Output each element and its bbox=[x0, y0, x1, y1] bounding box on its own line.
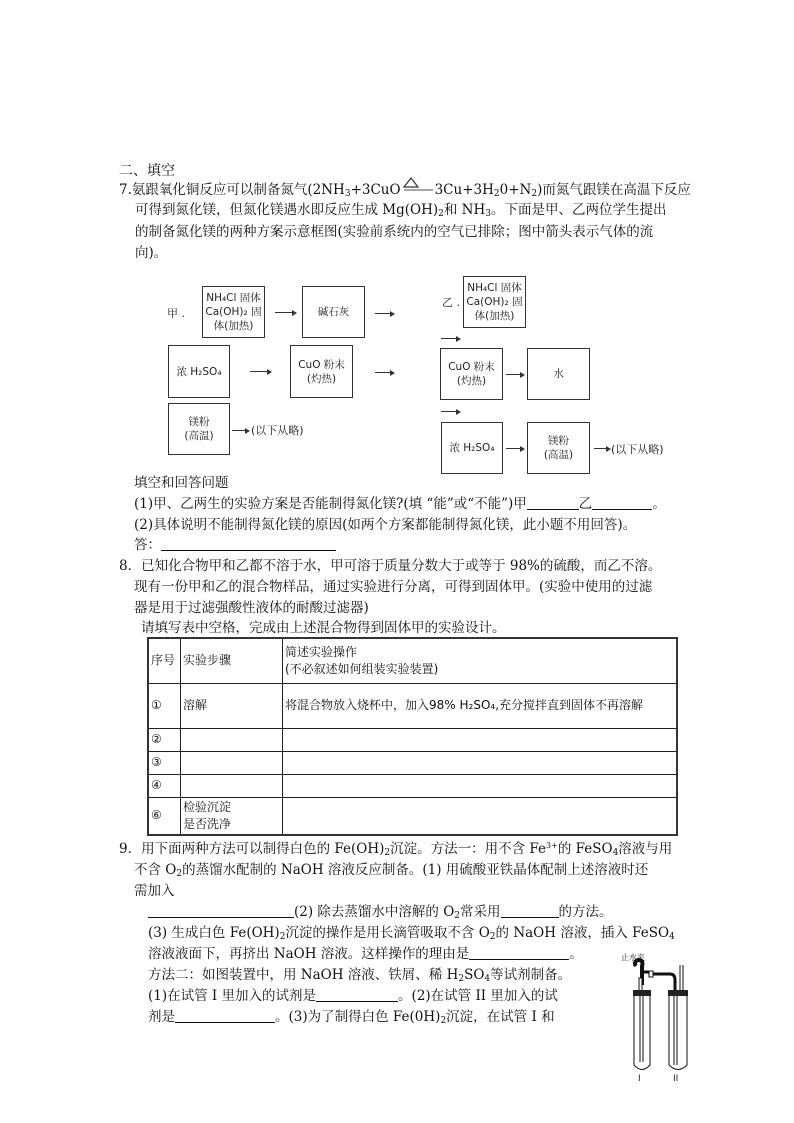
q9-line7: 方法二：如图装置中，用 NaOH 溶液、铁屑、稀 $H_2SO_4$等试剂制备。 bbox=[148, 967, 572, 984]
step-input-cell[interactable] bbox=[181, 728, 283, 751]
q7-question-1: (1)甲、乙两生的实验方案是否能制得氮化镁?(填 “能”或“不能”)甲 乙 。 bbox=[134, 496, 666, 512]
yi-omit-label: (以下从略) bbox=[611, 443, 664, 456]
arrow-icon bbox=[506, 448, 523, 449]
arrow-icon bbox=[441, 411, 459, 412]
header-no: 序号 bbox=[148, 638, 181, 683]
answer-blank-reason[interactable] bbox=[161, 536, 336, 551]
arrow-icon bbox=[441, 338, 459, 339]
operation-input-cell[interactable] bbox=[283, 728, 678, 751]
q8-line1: 8．已知化合物甲和乙都不溶于水，甲可溶于质量分数大于或等于 98%的硫酸，而乙不溶。 bbox=[119, 558, 662, 574]
table-row: ④ bbox=[148, 774, 677, 797]
arrow-icon bbox=[375, 372, 393, 373]
answer-blank-additive[interactable] bbox=[148, 903, 294, 918]
scheme-yi-label: 乙 . bbox=[442, 296, 460, 309]
jia-omit-label: (以下从略) bbox=[251, 424, 304, 437]
operation-input-cell[interactable] bbox=[283, 751, 678, 774]
q7-line2: 可得到氮化镁，但氮化镁遇水即反应生成 $Mg(OH)_2$和 $NH_3$。下面是甲、乙两位学生提出 bbox=[135, 202, 667, 219]
arrow-icon bbox=[375, 313, 393, 314]
q9-line8: (1)在试管 I 里加入的试剂是 。(2)在试管 II 里加入的试 bbox=[148, 988, 558, 1004]
q7-subtitle: 填空和回答问题 bbox=[134, 475, 229, 491]
tube-1-label: I bbox=[638, 1074, 641, 1084]
jia-box-soda-lime: 碱石灰 bbox=[302, 286, 365, 338]
operation-input-cell[interactable] bbox=[283, 797, 678, 835]
header-operation: 简述实验操作 (不必叙述如何组装实验装置) bbox=[283, 638, 678, 683]
q7-question-2: (2)具体说明不能制得氮化镁的原因(如两个方案都能制得氮化镁，此小题不用回答)。 bbox=[134, 517, 637, 533]
table-row: ① 溶解 将混合物放入烧杯中，加入98% H₂SO₄,充分搅拌直到固体不再溶解 bbox=[148, 683, 677, 728]
answer-blank-jia[interactable] bbox=[527, 495, 579, 510]
q9-line4: (2) 除去蒸馏水中溶解的 $O_2$常采用 的方法。 bbox=[148, 903, 613, 921]
q9-line1: 9．用下面两种方法可以制得白色的 $Fe(OH)_2$沉淀。方法一：用不含 $Fe^{3+}$的 FeSO$_4$溶液与用 bbox=[119, 841, 673, 858]
jia-box-h2so4: 浓 H₂SO₄ bbox=[168, 345, 230, 398]
arrow-icon bbox=[232, 430, 248, 431]
answer-blank-reason[interactable] bbox=[469, 945, 569, 960]
arrow-icon bbox=[594, 448, 609, 449]
yi-box-cuo: CuO 粉末 (灼热) bbox=[440, 348, 503, 400]
q7-line4: 向)。 bbox=[135, 245, 168, 261]
jia-box-nh4cl: NH₄Cl 固体 Ca(OH)₂ 固 体(加热) bbox=[202, 286, 265, 338]
test-tube-icon bbox=[618, 950, 698, 1090]
yi-box-mg: 镁粉 (高温) bbox=[527, 422, 590, 474]
step-input-cell[interactable] bbox=[181, 751, 283, 774]
yi-box-nh4cl: NH₄Cl 固体 Ca(OH)₂ 固 体(加热) bbox=[463, 276, 526, 328]
section-title: 二、填空 bbox=[119, 163, 175, 179]
header-step: 实验步骤 bbox=[181, 638, 283, 683]
experiment-table bbox=[147, 637, 678, 836]
q7-line1: 7.氨跟氧化铜反应可以制备氮气($2NH_3+3CuO$ $3Cu+3H_20+N_2$)而氮气跟镁在高温下反应 bbox=[119, 180, 691, 199]
jia-box-mg: 镁粉 (高温) bbox=[168, 403, 230, 455]
table-row: ② bbox=[148, 728, 677, 751]
question-7 bbox=[119, 180, 699, 270]
arrow-icon bbox=[250, 371, 270, 372]
q9-line3: 需加入 bbox=[134, 883, 175, 899]
heat-triangle-icon bbox=[401, 180, 435, 194]
operation-input-cell[interactable] bbox=[283, 774, 678, 797]
answer-blank-tube1[interactable] bbox=[316, 987, 398, 1002]
q9-line6: 溶液液面下，再挤出 NaOH 溶液。这样操作的理由是 。 bbox=[148, 946, 583, 962]
scheme-jia-label: 甲 . bbox=[167, 307, 185, 320]
table-row: ③ bbox=[148, 751, 677, 774]
yi-box-h2so4: 浓 H₂SO₄ bbox=[441, 422, 503, 474]
answer-blank-yi[interactable] bbox=[592, 495, 652, 510]
arrow-icon bbox=[506, 374, 523, 375]
clamp-label: 止水夹 bbox=[621, 953, 645, 962]
q8-line2: 现有一份甲和乙的混合物样品，通过实验进行分离，可得到固体甲。(实验中使用的过滤 bbox=[134, 579, 653, 595]
q7-line3: 的制备氮化镁的两种方案示意框图(实验前系统内的空气已排除；图中箭头表示气体的流 bbox=[135, 224, 654, 240]
q9-line5: (3) 生成白色 $Fe(OH)_2$沉淀的操作是用长滴管吸取不含 $O_2$的 NaOH 溶液，插入 FeSO$_4$ bbox=[148, 925, 675, 942]
q7-answer-line: 答： bbox=[134, 536, 336, 554]
tube-2-label: II bbox=[673, 1074, 679, 1084]
table-header-row bbox=[148, 638, 677, 683]
step-input-cell[interactable] bbox=[181, 774, 283, 797]
arrow-icon bbox=[275, 312, 295, 313]
q8-line3: 器是用于过滤强酸性液体的耐酸过滤器) bbox=[134, 600, 369, 616]
jia-box-cuo: CuO 粉末 (灼热) bbox=[290, 345, 353, 398]
answer-blank-method[interactable] bbox=[501, 903, 559, 918]
test-tube-apparatus bbox=[618, 950, 698, 1090]
q9-line2: 不含 $O_2$的蒸馏水配制的 NaOH 溶液反应制备。(1) 用硫酸亚铁晶体配制上述溶液时还 bbox=[134, 862, 649, 879]
table-row: ⑥ 检验沉淀 是否洗净 bbox=[148, 797, 677, 835]
yi-box-water: 水 bbox=[527, 348, 590, 400]
q8-line4: 请填写表中空格，完成由上述混合物得到固体甲的实验设计。 bbox=[141, 620, 506, 636]
answer-blank-tube2[interactable] bbox=[175, 1008, 275, 1023]
q9-line9: 剂是 。(3)为了制得白色 $Fe(0H)_2$沉淀，在试管 I 和 bbox=[148, 1009, 555, 1026]
